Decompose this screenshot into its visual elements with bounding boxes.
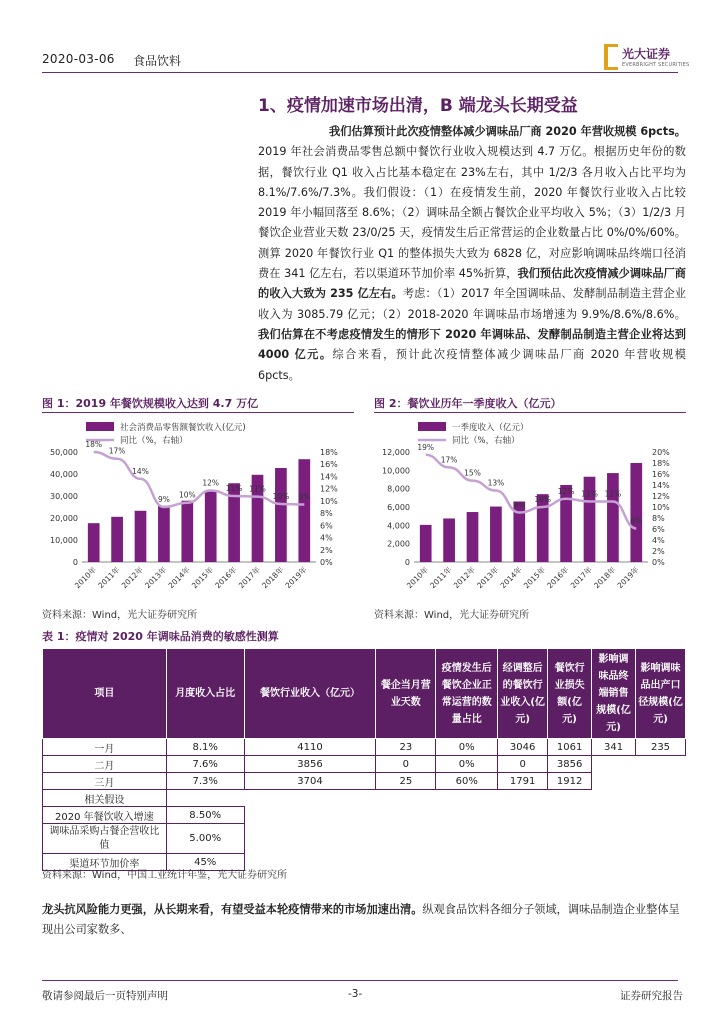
para1-bold2: 我们预估此次疫情减少调味品厂商的收入大致为 235 亿左右。 <box>258 267 686 301</box>
page-number: -3- <box>348 988 363 1000</box>
point-label: 19% <box>417 442 435 452</box>
point-label: 17% <box>108 446 126 456</box>
y-tick-right: 0% <box>652 558 665 567</box>
x-tick-label: 2011年 <box>96 565 122 591</box>
y-tick-right: 10% <box>320 496 338 506</box>
x-tick-label: 2012年 <box>119 565 145 591</box>
col-header: 影响调味品出产口径规模(亿元) <box>636 649 686 739</box>
legend-swatch-bar <box>86 422 114 431</box>
x-tick-label: 2014年 <box>166 565 192 591</box>
bar <box>490 507 502 562</box>
table-source: 资料来源：Wind，中国工业统计年鉴，光大证券研究所 <box>42 870 288 881</box>
x-tick-label: 2010年 <box>404 565 431 591</box>
col-header: 经调整后的餐饮行业收入(亿元) <box>498 649 548 739</box>
bar <box>181 501 193 562</box>
col-header: 疫情发生后餐饮企业正常运营的数量占比 <box>436 649 498 739</box>
table-cell: 3856 <box>244 756 376 773</box>
y-tick-right: 12% <box>320 484 338 494</box>
legend-label-bar: 社会消费品零售额餐饮收入(亿元) <box>120 423 246 433</box>
table-cell: 3704 <box>244 773 376 790</box>
para2-bold: 龙头抗风险能力更强，从长期来看，有望受益本轮疫情带来的市场加速出清。 <box>42 903 423 916</box>
y-tick-right: 0% <box>320 558 333 567</box>
y-tick-right: 2% <box>652 547 665 556</box>
y-tick-right: 16% <box>652 470 670 479</box>
x-tick-label: 2018年 <box>260 565 286 591</box>
legend-label-line: 同比（%，右轴） <box>452 436 520 446</box>
bar <box>158 506 170 562</box>
bar <box>275 468 287 562</box>
broker-logo <box>604 44 690 74</box>
col-header: 月度收入占比 <box>166 649 244 739</box>
point-label: 12% <box>557 486 575 496</box>
y-tick-right: 18% <box>320 448 338 457</box>
bar <box>205 491 217 562</box>
y-tick-left: 2,000 <box>387 539 410 549</box>
y-tick-left: 6,000 <box>387 503 410 512</box>
table-cell: 0 <box>376 756 436 773</box>
table-cell: 25 <box>376 773 436 790</box>
x-tick-label: 2015年 <box>521 565 548 591</box>
x-tick-label: 2011年 <box>428 565 454 591</box>
table-cell: 60% <box>436 773 498 790</box>
col-header: 影响调味品终端销售规模(亿元) <box>592 649 636 739</box>
y-tick-left: 0 <box>72 558 78 567</box>
chart-2 <box>374 418 686 604</box>
fig1-source: 资料来源：Wind，光大证券研究所 <box>42 610 198 621</box>
para1-lead: 我们估算预计此次疫情整体减少调味品厂商 2020 年营收规模 6pcts。 <box>329 125 686 138</box>
table-cell-empty <box>244 807 685 824</box>
table-cell-empty <box>166 790 685 807</box>
y-tick-right: 2% <box>320 545 333 555</box>
assumption-value: 45% <box>166 854 244 871</box>
y-tick-left: 8,000 <box>387 484 410 494</box>
table-cell: 3046 <box>498 739 548 756</box>
table-cell: 1061 <box>548 739 592 756</box>
point-label: 12% <box>202 478 220 488</box>
y-tick-right: 8% <box>652 514 665 523</box>
point-label: 9% <box>298 492 311 502</box>
table-cell: 1912 <box>548 773 592 790</box>
bar <box>607 473 619 562</box>
x-tick-label: 2016年 <box>545 565 571 591</box>
fig1-title-rule <box>42 412 354 413</box>
table-title: 表 1：疫情对 2020 年调味品消费的敏感性测算 <box>42 630 279 643</box>
report-date: 2020-03-06 <box>42 52 115 66</box>
bar <box>298 459 310 562</box>
para1-body1: 2019 年社会消费品零售总额中餐饮行业收入规模达到 4.7 万亿。根据历史年份的数据，餐饮行业 Q1 收入占比基本稳定在 23%左右，其中 1/2/3 各月收入占比平均为 8.1%/7.6%/7.3%。我们假设：（1）在疫情发生前，2020 年餐饮行业收入占比较 2019 年小幅回落至 8.6%；（2）调味品全额占餐饮企业平均收入 5%；（3）1/2/3 月餐饮企业营业天数 23/0/25 天，疫情发生后正常营运的企业数量占比 0%/0%/60%。测算 2020 年餐饮行业 Q1 的整体损失大致为 6828 亿，对应影响调味品终端口径消费在 341 亿左右，若以渠道环节加价率 45%折算， <box>258 145 686 281</box>
fig2-source: 资料来源：Wind，光大证券研究所 <box>374 610 530 621</box>
point-label: 13% <box>487 478 505 488</box>
bar <box>420 525 432 562</box>
assumption-label: 2020 年餐饮收入增速 <box>43 807 167 824</box>
y-tick-right: 4% <box>652 536 665 545</box>
point-label: 11% <box>225 484 243 493</box>
assumption-row <box>43 824 686 854</box>
y-tick-right: 14% <box>320 472 338 482</box>
logo-name: 光大证券 <box>622 47 671 61</box>
table-row <box>43 739 686 756</box>
y-tick-left: 12,000 <box>382 448 410 457</box>
bar <box>135 511 147 562</box>
para1-body3: 综合来看，预计此次疫情整体减少调味品厂商 2020 年营收规模 6pcts。 <box>258 348 686 382</box>
y-tick-left: 30,000 <box>50 492 78 501</box>
table-row <box>43 756 686 773</box>
legend-label-bar: 一季度收入（亿元） <box>452 423 529 433</box>
footer-disclaimer: 敬请参阅最后一页特别声明 <box>42 990 168 1002</box>
fig1-title: 图 1：2019 年餐饮规模收入达到 4.7 万亿 <box>42 397 259 410</box>
bar <box>467 512 479 562</box>
x-tick-label: 2013年 <box>143 565 169 591</box>
col-header: 餐饮行业损失额(亿元) <box>548 649 592 739</box>
table-cell: 一月 <box>43 739 167 756</box>
point-label: 10% <box>534 495 552 504</box>
logo-mark-icon <box>604 44 618 70</box>
table-cell: 235 <box>636 739 686 756</box>
point-label: 18% <box>85 440 103 449</box>
bar <box>88 523 100 562</box>
assumption-row <box>43 807 686 824</box>
bar <box>630 463 642 562</box>
point-label: 15% <box>464 468 481 478</box>
legend-swatch-bar <box>418 422 446 431</box>
body-paragraph-1 <box>258 122 686 386</box>
table-cell: 341 <box>592 739 636 756</box>
fig2-title-rule <box>374 412 686 413</box>
x-tick-label: 2017年 <box>236 565 262 591</box>
x-tick-label: 2014年 <box>498 565 524 591</box>
bar <box>560 485 572 562</box>
header-divider <box>42 72 678 73</box>
x-tick-label: 2016年 <box>213 565 239 591</box>
point-label: 14% <box>132 466 149 476</box>
table-cell-empty <box>244 824 685 854</box>
para1-bold3: 我们估算在不考虑疫情发生的情形下 2020 年调味品、发酵制品制造主营企业将达到 4000 亿元。 <box>258 327 686 362</box>
table-cell: 1791 <box>498 773 548 790</box>
y-tick-left: 10,000 <box>382 466 410 476</box>
table-cell: 23 <box>376 739 436 756</box>
fig2-title: 图 2：餐饮业历年一季度收入（亿元） <box>374 397 562 410</box>
assumption-header: 相关假设 <box>43 790 167 807</box>
y-tick-right: 20% <box>652 448 670 457</box>
col-header: 餐企当月营业天数 <box>376 649 436 739</box>
point-label: 11% <box>604 489 622 499</box>
x-tick-label: 2019年 <box>283 565 309 591</box>
table-cell: 8.1% <box>166 739 244 756</box>
assumption-value: 8.50% <box>166 807 244 824</box>
assumption-label: 调味品采购占餐企营收比值 <box>43 824 167 854</box>
footer-divider <box>42 980 678 981</box>
section-title: 1、疫情加速市场出清，B 端龙头长期受益 <box>258 96 578 116</box>
point-label: 11% <box>249 484 266 494</box>
y-tick-right: 6% <box>320 521 333 531</box>
table-cell: 0 <box>498 756 548 773</box>
table-cell-empty <box>592 756 636 773</box>
logo-english: EVERBRIGHT SECURITIES <box>622 62 690 68</box>
y-tick-right: 16% <box>320 460 338 470</box>
bar <box>111 517 123 562</box>
para2-body: 纵观食品饮料各细分子领域，调味品制造企业整体呈现出公司家数多、 <box>42 903 680 937</box>
table-cell: 0% <box>436 739 498 756</box>
col-header: 餐饮行业收入（亿元） <box>244 649 376 739</box>
table-cell: 三月 <box>43 773 167 790</box>
assumption-value: 5.00% <box>166 824 244 854</box>
footer-report-type: 证券研究报告 <box>620 990 683 1002</box>
y-tick-right: 18% <box>652 459 670 468</box>
chart-1 <box>42 418 354 604</box>
sensitivity-table <box>42 648 686 871</box>
table-cell: 7.6% <box>166 756 244 773</box>
assumption-label: 渠道环节加价率 <box>43 854 167 871</box>
col-header: 项目 <box>43 649 167 739</box>
point-label: 17% <box>440 455 458 465</box>
table-cell-empty <box>636 773 686 790</box>
legend-label-line: 同比（%，右轴） <box>120 436 188 446</box>
y-tick-right: 6% <box>652 525 665 534</box>
x-tick-label: 2012年 <box>451 565 477 591</box>
point-label: 10% <box>272 491 290 501</box>
table-cell: 7.3% <box>166 773 244 790</box>
y-tick-right: 10% <box>652 503 670 512</box>
y-tick-right: 12% <box>652 492 670 501</box>
x-tick-label: 2015年 <box>189 565 216 591</box>
x-tick-label: 2018年 <box>592 565 618 591</box>
point-label: 11% <box>581 489 598 499</box>
table-cell-empty <box>244 854 685 871</box>
sector-name: 食品饮料 <box>133 54 182 68</box>
y-tick-left: 0 <box>404 558 410 567</box>
point-label: 10% <box>178 490 196 500</box>
bar <box>443 518 455 562</box>
y-tick-right: 8% <box>320 509 333 519</box>
x-tick-label: 2017年 <box>568 565 594 591</box>
y-tick-left: 40,000 <box>50 470 78 479</box>
y-tick-left: 10,000 <box>50 536 78 545</box>
x-tick-label: 2019年 <box>615 565 641 591</box>
x-tick-label: 2013年 <box>475 565 501 591</box>
body-paragraph-2 <box>42 900 686 941</box>
table-row <box>43 773 686 790</box>
table-header-row <box>43 649 686 739</box>
point-label: 6% <box>630 516 643 526</box>
y-tick-left: 50,000 <box>50 448 78 457</box>
y-tick-left: 4,000 <box>387 521 410 531</box>
y-tick-left: 20,000 <box>50 514 78 523</box>
x-tick-label: 2010年 <box>72 565 99 591</box>
table-cell: 0% <box>436 756 498 773</box>
point-label: 9% <box>513 500 526 510</box>
y-tick-right: 4% <box>320 533 333 543</box>
assumption-header-row <box>43 790 686 807</box>
para1-body2: 考虑：（1）2017 年全国调味品、发酵制品制造主营企业收入为 3085.79 亿元；（2）2018-2020 年调味品市场增速为 9.9%/8.6%/8.6%。 <box>258 287 686 321</box>
table-cell: 二月 <box>43 756 167 773</box>
point-label: 9% <box>157 495 170 504</box>
table-cell: 3856 <box>548 756 592 773</box>
y-tick-right: 14% <box>652 481 670 490</box>
table-cell-empty <box>592 773 636 790</box>
table-cell-empty <box>636 756 686 773</box>
bar <box>537 494 549 562</box>
table-cell: 4110 <box>244 739 376 756</box>
